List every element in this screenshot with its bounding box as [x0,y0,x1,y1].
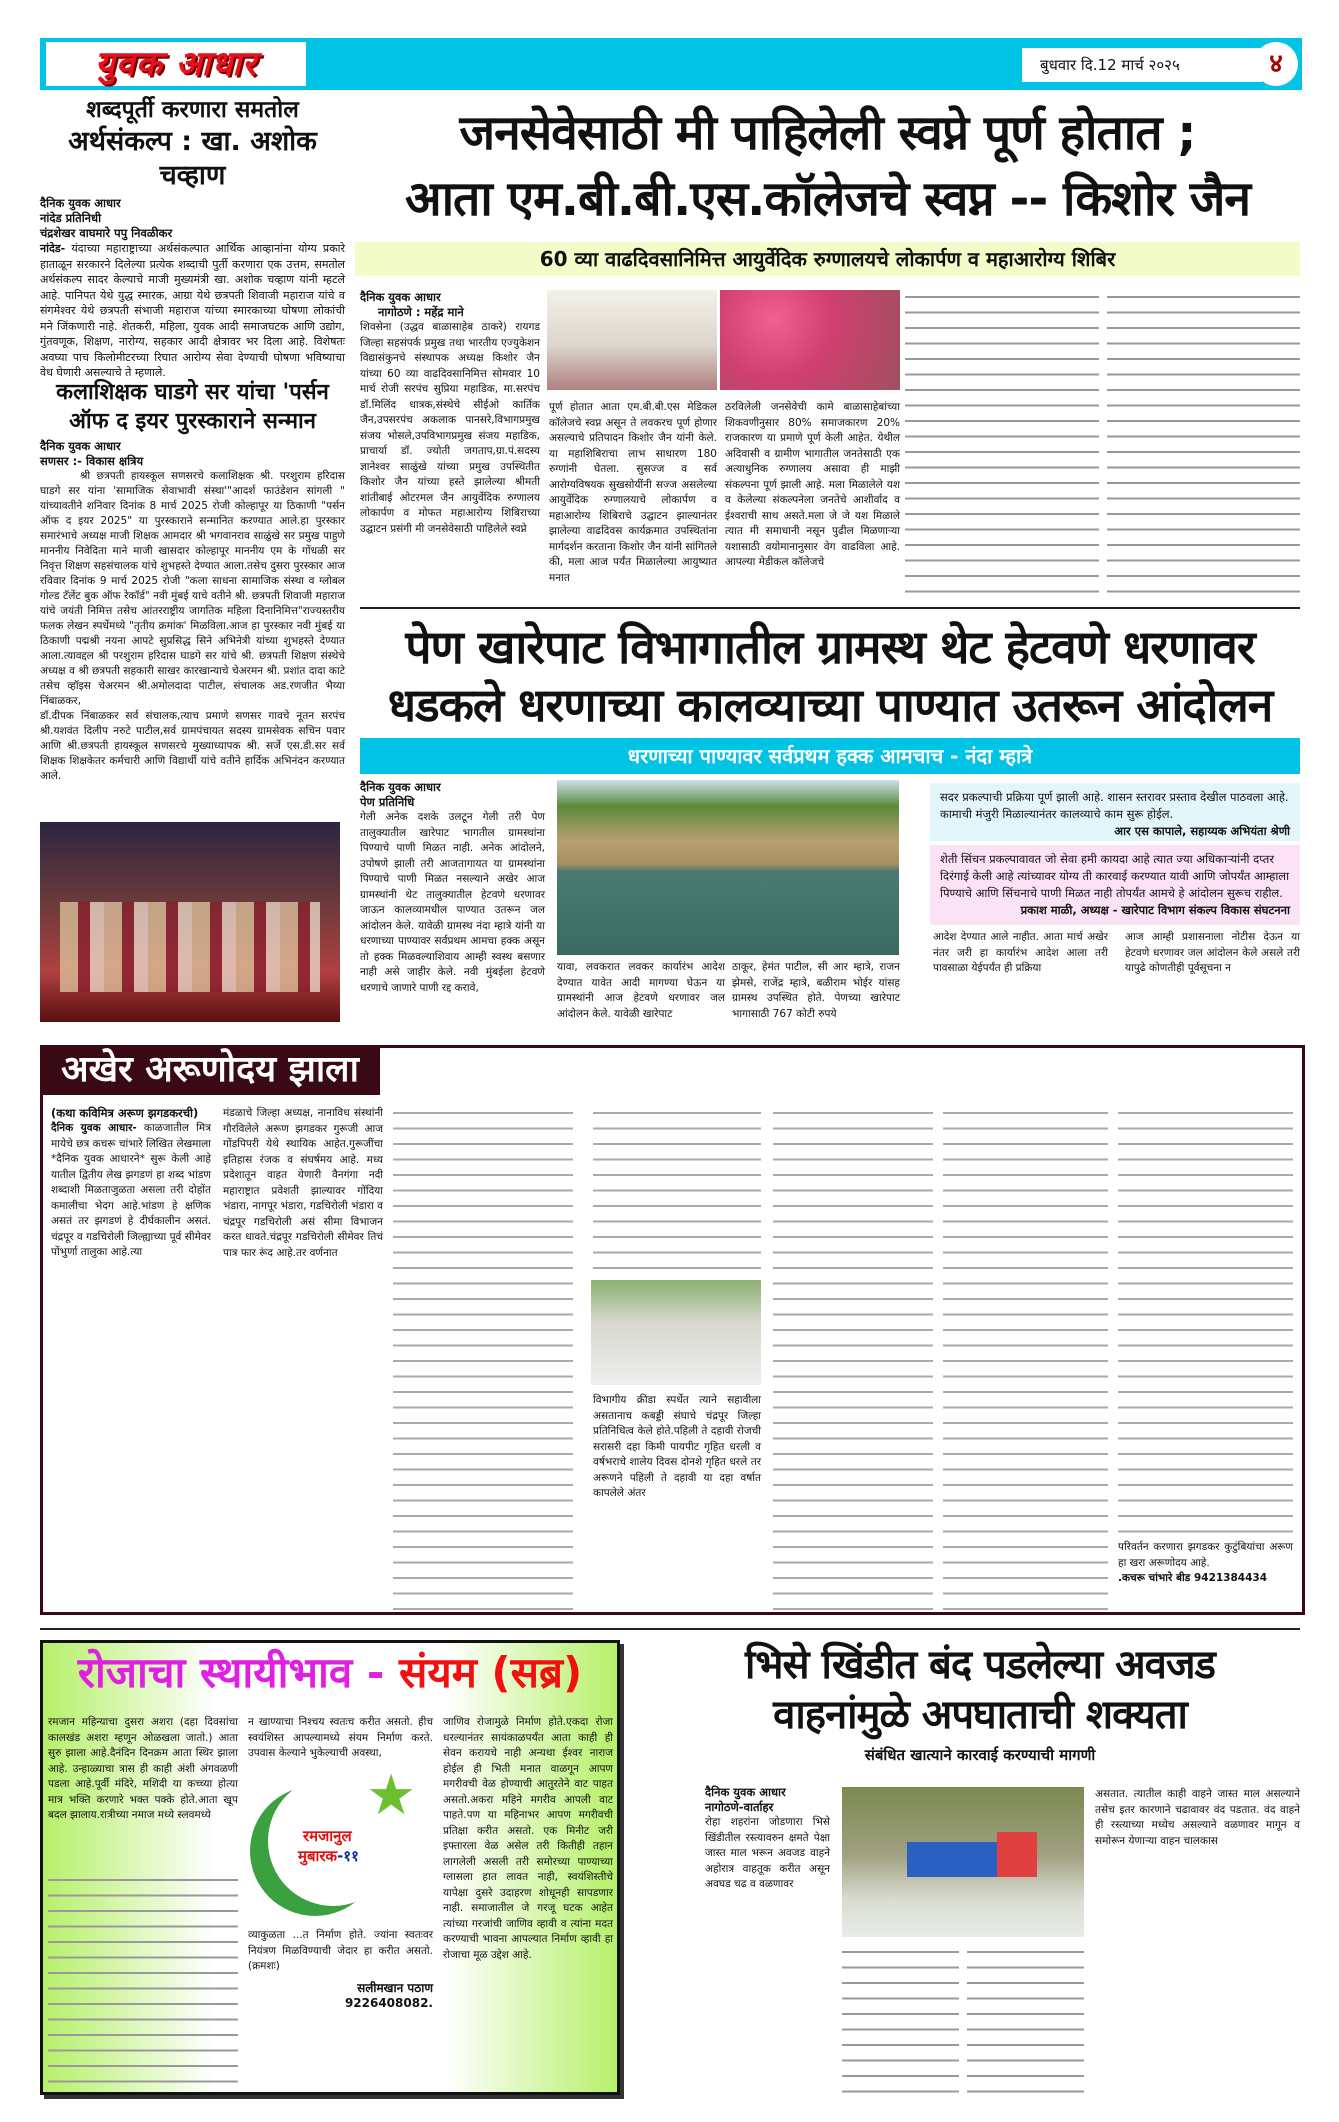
body-text: विभागीय क्रीडा स्पर्धेत त्याने सहावीला असतानाच कबड्डी संघाचे चंद्रपूर जिल्हा प्रतिनिधित्व केले होते.पहिली ते दहावी रोजची सरासरी दहा किमी पायपीट गृहित धरली व वर्षभराचे शालेय दिवस दोनशे गृहित धरले तर अरूणने पहिली ते दहावी या दहा वर्षात कापलेले अंतर [593,1394,761,1499]
emblem-text [298,1846,359,1866]
body-text: ठरविलेली जनसेवेची कामे बाळासाहेबांच्या शिकवणीनुसार 80% समाजकारण 20% राजकारण या प्रमाणे पूर्ण केली आहेत. येथील अदिवासी व ग्रामीण भागातील जनतेसाठी एक अत्याधुनिक रुग्णालय असावा ही माझी संकल्पना पूर्ण झाली आहे. मला मिळालेले यश व केलेल्या संकल्पनेला जनतेचे आशीर्वाद व ईश्वराची साथ असते.मला जे जे यश मिळाले त्यात मी समाधानी नसून पुढील मिळणाऱ्या यशासाठी वयोमानानुसार वेग वाढविला आहे. आपल्या मेडीकल कॉलेजचे [725,401,900,568]
birthday-celebration-photo [720,290,900,390]
headline: धडकले धरणाच्या कालव्याच्या पाण्यात उतरून आंदोलन [387,678,1273,732]
article-jain-col3 [725,400,900,571]
continued-text-column [773,1106,933,1611]
body-text: पूर्ण होतात आता एम.बी.बी.एस मेडिकल कॉलेजचे स्वप्न असून ते लवकरच पूर्ण होणार असल्याचे प्रतिपादन किशोर जैन यांनी केले. या महाशिबिराचा लाभ साधारण 180 रुग्णांनी घेतला. सुसज्ज व सर्व आरोग्यविषयक सुखसोयींनी सज्ज असलेल्या आयुर्वेदिक रुग्णालयाचे लोकार्पण व महाआरोग्य शिबिराचे उद्घाटन झाल्यानंतर झालेल्या वाढदिवस कार्यक्रमात उपस्थितांना मार्गदर्शन करताना किशोर जैन यांनी सांगितले की, मला आज पर्यंत मिळालेल्या आयुष्यात मनात [549,401,717,584]
body-text: आदेश देण्यात आले नाहीत. आता मार्च अखेर नंतर जरी हा कार्यारंभ आदेश आला तरी पावसाळा येईपर्यंत ही प्रक्रिया [933,931,1108,974]
truck-cab [997,1832,1037,1877]
subheadline: 60 व्या वाढदिवसानिमित्त आयुर्वेदिक रुग्णालयचे लोकार्पण व महाआरोग्य शिबिर [355,242,1300,276]
article-bhise [660,1640,1300,1770]
body-text: व्याकुळता ...त निर्माण होते. ज्यांना स्वतःवर नियंत्रण मिळविण्याची जेदार हा करीत असतो.(क्रमशः) [248,1929,433,1972]
continued-text-column [393,1106,573,1611]
issue-date: बुधवार दि.12 मार्च २०२५ [1022,48,1262,82]
headline: भिसे खिंडीत बंद पडलेल्या अवजड [745,1642,1215,1688]
bhise-col1 [705,1785,830,1893]
quote-engineer [930,783,1300,841]
article-roza [40,1640,620,2095]
star-icon: ★ [366,1763,417,1828]
roza-col1 [48,1715,238,1824]
quote-attribution: प्रकाश माळी, अध्यक्ष - खारेपाट विभाग संकल्प विकास संघटनना [1020,903,1290,917]
body-text: ठाकूर, हेमंत पाटील, सी आर म्हात्रे, राजन झेमसे, राजेंद्र म्हात्रे, बळीराम भोईर यांसह ग्रामस्थ उपस्थित होते. पेणच्या खारेपाट भागासाठी 767 कोटी रुपये [732,961,900,1020]
article-dam-col2 [557,960,725,1022]
body-text: श्री छत्रपती हायस्कूल सणसरचे कलाशिक्षक श्री. परशुराम हरिदास घाडगे सर यांना 'सामाजिक सेवाभावी संस्था'"आदर्श फाउंडेशन सांगली " यांच्यावतीने शनिवार दिनांक 8 मार्च 2025 रोजी कोल्हापूर या ठिकाणी "पर्सन ऑफ द इयर 2025" या पुरस्काराने सन्मानित करण्यात आले.हा पुरस्कार समारंभाचे अध्यक्ष माजी शिक्षक आमदार श्री भगवानराव साळुंखे सर प्रमुख पाहुणे माननीय निवेदिता माने माजी खासदार कोल्हापूर माननीय एम के गोंधळी सर निवृत्त शिक्षण सहसंचालक यांचे शुभहस्ते देण्यात आला.तसेच दुसरा पुरस्कार आज रविवार दिनांक 9 मार्च 2025 रोजी "कला साधना सामाजिक संस्था व ग्लोबल गोल्ड टॅलेंट बुक ऑफ रेकॉर्ड" नवी मुंबई याचे वतीने श्री. छत्रपती शिवाजी महाराज यांचे जयंती निमित्त तसेच आंतरराष्ट्रीय जागतिक महिला दिनानिमित्त"राज्यस्तरीय फलक लेखन स्पर्धेमध्ये "तृतीय क्रमांक' मिळविला.आज हा पुरस्कार नवी मुंबई या ठिकाणी पद्मश्री नयना आपटे सुप्रसिद्ध सिने अभिनेत्री यांच्या शुभहस्ते देण्यात आला.त्यावद्दल श्री परशुराम हरिदास घाडगे सर यांचे श्री. छत्रपती शिक्षण संस्थेचे अध्यक्ष व श्री छत्रपती सहकारी साखर कारखान्याचे चेअरमन श्री. प्रशांत दादा काटे तसेच व्हॉइस चेअरमन श्री.अमोलदादा पाटील, संचालक अड.रणजीत भैय्या निंबाळकर, [40,470,345,707]
headline: जनसेवेसाठी मी पाहिलेली स्वप्ने पूर्ण होतात ; [459,105,1196,161]
quote-president [930,845,1300,925]
byline: नागोठणे : महेंद्र माने [378,305,464,319]
body-text: जाणिव रोजामुळे निर्माण होते.एकदा रोजा धरल्यानंतर सायंकाळपर्यंत आता काही ही सेवन करायचे नाही अन्यथा ईश्वर नाराज होईल ही भिती मनात वाळगून आपण मगरीवची वेळ होण्याची आतुरतेने वाट पाहत असतो.अकरा महिने मगरीव आपली वाट पाहते.पण या महिनाभर आपण मगरीवची प्रतिक्षा करीत असतो. एक मिनीट जरी इफ्तारला वेळ असेल तरी कितीही तहान लागलेली असली तरी समोरच्या पाण्याच्या ग्लासला हात लावत नाही, स्वयंशिस्तीचे यापेक्षा दुसरे उदाहरण शोधूनही सापडणार नाही. समाजातील जे गरजू घटक आहेत त्यांच्या गरजांची जाणिव व्हावी व त्यांना मदत करण्याची भावना आपल्यात निर्माण व्हावी हा रोजाचा मूळ उद्देश आहे. [443,1716,613,1961]
headline: शब्दपूर्ती करणारा समतोल [86,97,299,123]
byline: नागोठणे-वार्ताहर [705,1800,774,1814]
newspaper-logo: युवक आधार [46,42,306,86]
article-dam-col5 [1125,930,1300,977]
arun-portrait-photo [591,1280,761,1385]
lead: दैनिक युवक आधार- [51,1122,137,1134]
article-dam-col1 [360,780,545,996]
body-text: गेली अनेक दशके उलटून गेली तरी पेण तालुक्यातील खारेपाट भागतील ग्रामस्थांना पिण्याचे पाणी मिळत नाही. अनेक आंदोलने, उपोषणे झाली तरी आजतागायत या ग्रामस्थांना पिण्याचे पाणी मिळत नसल्याने अखेर आज ग्रामस्थांनी थेट तालुक्यातील हेटवणे धरणावर जाऊन कालव्यामधील पाण्यात उतरून जल आंदोलन केले. यावेळी ग्रामस्थ नंदा म्हात्रे यांनी या धरणाच्या पाण्यावर सर्वप्रथम आमचा हक्क असून तो हक्क मिळवल्याशिवाय आम्ही स्वस्थ बसणार नाही असे जाहीर केले. नवी मुंबईला हेटवणे धरणाचे जाणारे पाणी रद्द करावे, [360,811,545,994]
continued-text-column [1107,290,1301,600]
emblem-text: रमजानुल [303,1827,352,1845]
article-jain-col1 [360,290,540,537]
byline: नांदेड प्रतिनिधी [40,211,102,226]
subheadline: धरणाच्या पाण्यावर सर्वप्रथम हक्क आमचाच - नंदा म्हात्रे [360,738,1300,774]
byline: दैनिक युवक आधार [705,1785,786,1799]
continued-text-column [593,1106,761,1276]
divider [360,607,1300,609]
quote-text: सदर प्रकल्पाची प्रक्रिया पूर्ण झाली आहे. शासन स्तरावर प्रस्ताव देखील पाठवला आहे. कामाची मंजुरी मिळाल्यानंतर कालव्याचे काम सुरू होईल. [940,790,1289,821]
body-text: यावा, लवकरात लवकर कार्यारंभ आदेश देण्यात यावेत आदी मागण्या घेऊन या ग्रामस्थांनी आज हेटवणे धरणावर जल आंदोलन केले. यावेळी खारेपाट [557,961,725,1020]
kicker: (कथा कविमित्र अरूण झगडकरची) [51,1106,199,1120]
body-text: असतात. त्यातील काही वाहने जास्त माल असल्याने तसेच इतर कारणाने चढावावर वंद पडतात. वंद वाहने ही रस्त्याच्या मध्येच असल्याने वळणावर मागून व समोरून येणाऱ्या वाहन चालकास [1095,1788,1300,1847]
article-award [40,378,345,784]
body-text: काळजातील मित्र मायेचे छत्र कचरू चांभारे लिखित लेखमाला *दैनिक युवक आधारने* सुरू केली आहे यातील द्वितीय लेख झगडणं हा शब्द भांडण शब्दाशी मिळताजुळता असला तरी दोहोंत कमालीचा भेदग आहे.भांडण हे क्षणिक असतं तर झगडणं हे दीर्घकालीन असतं. चंद्रपूर व गडचिरोली जिल्ह्याच्या पूर्व सीमेवर पोंभुर्णा तालुका आहे.त्या [51,1122,211,1258]
headline: वाहनांमुळे अपघाताची शक्यता [773,1692,1187,1738]
truck-icon [907,1842,997,1877]
health-camp-photo [547,290,717,390]
byline: दैनिक युवक आधार [40,439,121,453]
body-text: न खाण्याचा निश्चय स्वतःच करीत असतो. हीच स्वयंशिस्त आपल्यामध्ये संयम निर्माण करते. उपवास केल्याने भुकेल्याची अवस्था, [248,1716,433,1759]
continued-text-column [943,1106,1108,1611]
divider [40,1628,1300,1630]
bhise-col3 [1095,1787,1300,1849]
body-text: रमजान महिन्याचा दुसरा अशरा (दहा दिवसांचा कालखंड अशरा म्हणून ओळखला जातो.) आता सुरु झाला आहे.दैनंदिन दिनक्रम आता स्थिर झाला आहे. उन्हाळ्याचा त्रास ही काही अंशी अंगवळणी पडला आहे.पूर्वी मंदिरे, मशिदी या कच्च्या होत्या मात्र भक्ति करणारे भक्त पक्के होते.आता खूप बदल झालाय.रात्रीच्या नमाज मध्ये स्लवमध्ये [48,1716,238,1821]
arun-col1 [51,1106,211,1261]
headline: अखेर अरूणोदय झाला [40,1045,380,1095]
signature: .कचरू चांभारे बीड 9421384434 [1118,1572,1268,1584]
dateline: नांदेड- [40,242,66,256]
roza-col2 [248,1715,433,1762]
author-phone: 9226408082. [344,1995,433,2010]
byline: सणसर :- विकास क्षत्रिय [40,454,144,468]
body-text: मंडळाचे जिल्हा अध्यक्ष, नानाविध संस्थांनी गौरविलेले अरूण झगडकर गुरूजी आज गोंडपिपरी येथे स्थायिक आहेत.गुरूजींचा इतिहास रंजक व संघर्षमय आहे. मध्य प्रदेशातून वाहत येणारी वैनगंगा नदी महाराष्ट्रात प्रवेशती झाल्यावर गोंदिया भंडारा, नागपूर भंडारा, गडचिरोली भंडारा व चंद्रपूर गडचिरोली असं सीमा विभाजन करत धावते.चंद्रपूर गडचिरोली सीमेवर तिचं पात्र फार रूंद आहे.तर वर्णनात [223,1107,383,1259]
headline: पेण खारेपाट विभागातील ग्रामस्थ थेट हेटवणे धरणावर [405,620,1255,674]
article-dam-col3 [732,960,900,1022]
article-jain-col2 [549,400,717,586]
headline: कलाशिक्षक घाडगे सर यांचा 'पर्सन ऑफ द इयर पुरस्काराने सन्मान [56,380,329,434]
article-arun [40,1045,1305,1615]
body-text: शिवसेना (उद्धव बाळासाहेब ठाकरे) रायगड जिल्हा सहसंपर्क प्रमुख तथा भारतीय एज्युकेशन विद्यासंकुनचे संस्थापक अध्यक्ष किशोर जैन यांच्या 60 व्या वाढदिवसानिमित्त सोमवार 10 मार्च रोजी सरपंच सुप्रिया महाडिक, मा.सरपंच डॉ.मिलिंद धात्रक,संस्थेचे सीईओ कार्तिक जैन,उपसरपंच अकलाक पानसरे,विभागप्रमुख संजय भोसले,उपविभागप्रमुख संजय महाडिक, प्राचार्या डॉ. ज्योती जगताप,ग्रा.पं.सदस्य ज्ञानेश्वर साळुंखे यांच्या प्रमुख उपस्थितीत किशोर जैन यांच्या हस्ते झालेल्या श्रीमती शांतीबाई ओटरमल जैन आयुर्वेदिक रुग्णालय लोकार्पण व मोफत महाआरोग्य शिबिराच्या उद्घाटन प्रसंगी मी जनसेवेसाठी पाहिलेले स्वप्ने [360,321,540,535]
arun-ending [1118,1540,1293,1586]
quote-text: शेती सिंचन प्रकल्पावावत जो सेवा हमी कायदा आहे त्यात ज्या अधिकाऱ्यांनी दप्तर दिरंगाई केली आहे त्यांच्यावर योग्य ती कारवाई करण्यात यावी आणि जोपर्यंत आम्हाला पिण्याचे आणि सिंचनाचे पाणी मिळत नाही तोपर्यंत आमचे हे आंदोलन सुरूच राहील. [940,852,1290,900]
byline: पेण प्रतिनिधि [360,795,415,809]
body-text: आज आम्ही प्रशासनाला नोटीस देऊन या हेटवणे धरणावर जल आंदोलन केले असले तरी यापुढे कोणतीही पूर्वसूचना न [1125,931,1300,974]
protest-in-canal-photo [557,780,899,955]
ramadan-emblem [248,1763,433,1918]
continued-text-column [967,1945,1084,2095]
byline: चंद्रशेखर वाघमारे पपु निवळीकर [40,226,173,241]
continued-text-column [905,290,1099,600]
emblem-number: -११ [337,1847,359,1865]
byline: दैनिक युवक आधार [360,290,441,304]
award-ceremony-photo [40,822,340,1022]
headline: आता एम.बी.बी.एस.कॉलेजचे स्वप्न -- किशोर जैन [405,171,1250,227]
body-text: यंदाच्या महाराष्ट्राच्या अर्थसंकल्पात आर्थिक आव्हानांना योग्य प्रकारे हाताळून सरकारने दिलेल्या प्रत्येक शब्दाची पुर्ती करणारा एक उत्तम, समतोल अर्थसंकल्प सादर केल्याचे माजी मुख्यमंत्री खा. अशोक चव्हाण यांनी म्हटले आहे. पानिपत येथे युद्ध स्मारक, आग्रा येथे छत्रपती शिवाजी महाराज यांचे व संगमेश्वर येथे छत्रपती संभाजी महाराज यांच्या स्मारकाच्या घोषणा लोकांची मने जिंकणारी नाहे. शेतकरी, महिला, युवक आदी समाजघटक आणि उद्योग, गुंतवणूक, शिक्षण, नारोग्य, सहकार आदी क्षेत्रावर भर दिला आहे. विशेषतः अवघ्या पाच किलोमीटरच्या रिघात आरोग्य सेवा देण्याची घोषणा भविष्याचा वेध घेणारी असल्याचे ते म्हणाले. [40,242,345,380]
byline: दैनिक युवक आधार [40,196,121,211]
article-jain-continued [905,290,1300,600]
body-text: डॉ.दीपक निंबाळकर सर्व संचालक,त्याच प्रमाणे सणसर गावचे नूतन सरपंच श्री.यशवंत दिलीप नरुटे पाटील,सर्व ग्रामपंचायत सदस्य ग्रामसेवक सचिन पवार आणि श्री.छत्रपती हायस्कूल सणसरचे मुख्याध्यापक श्री. सर्जे एस.डी.सर सर्व शिक्षक शिक्षकेतर कर्मचारी आणि विद्यार्थी यांचे वतीने हार्दिक अभिनंदन करण्यात आले. [40,710,345,782]
quote-attribution: आर एस कापाले, सहाय्यक अभियंता श्रेणी [1114,824,1290,838]
continued-text-column [1118,1106,1293,1536]
continued-text-column [842,1945,959,2095]
headline: अर्थसंकल्प : खा. अशोक चव्हाण [68,125,317,191]
article-budget [40,96,345,381]
arun-col2 [223,1106,383,1261]
masthead [40,38,1302,90]
continued-text-column [48,1873,238,2088]
arun-col4 [593,1393,761,1502]
stalled-truck-photo [842,1787,1084,1937]
headline [43,1643,617,1703]
roza-col2-bottom [248,1928,433,2010]
roza-col3 [443,1715,613,1963]
subheadline: संबंधित खात्याने कारवाई करण्याची मागणी [864,1746,1096,1764]
headline-part: रोजाचा स्थायीभाव - [77,1648,385,1697]
emblem-word: मुबारक [298,1847,338,1865]
headline-part: संयम (सब्र) [398,1648,583,1697]
body-text: रोहा शहरांना जोडणारा भिसे खिंडीतील रस्त्यावरुन क्षमते पेक्षा जास्त माल भरून अवजड वाहने अहोरात्र वाहतूक करीत असून अवघड चढ व वळणावर [705,1816,830,1890]
body-text: परिवर्तन करणारा झगडकर कुटुंबियांचा अरूण हा खरा अरूणोदय आहे. [1118,1541,1293,1569]
author: सलीमखान पठाण [357,1980,433,1995]
bhise-mid-columns [842,1945,1084,2095]
article-jain [355,100,1300,282]
article-dam [360,618,1300,774]
byline: दैनिक युवक आधार [360,780,441,794]
article-dam-col4 [933,930,1108,977]
page-number: ४ [1254,42,1298,86]
